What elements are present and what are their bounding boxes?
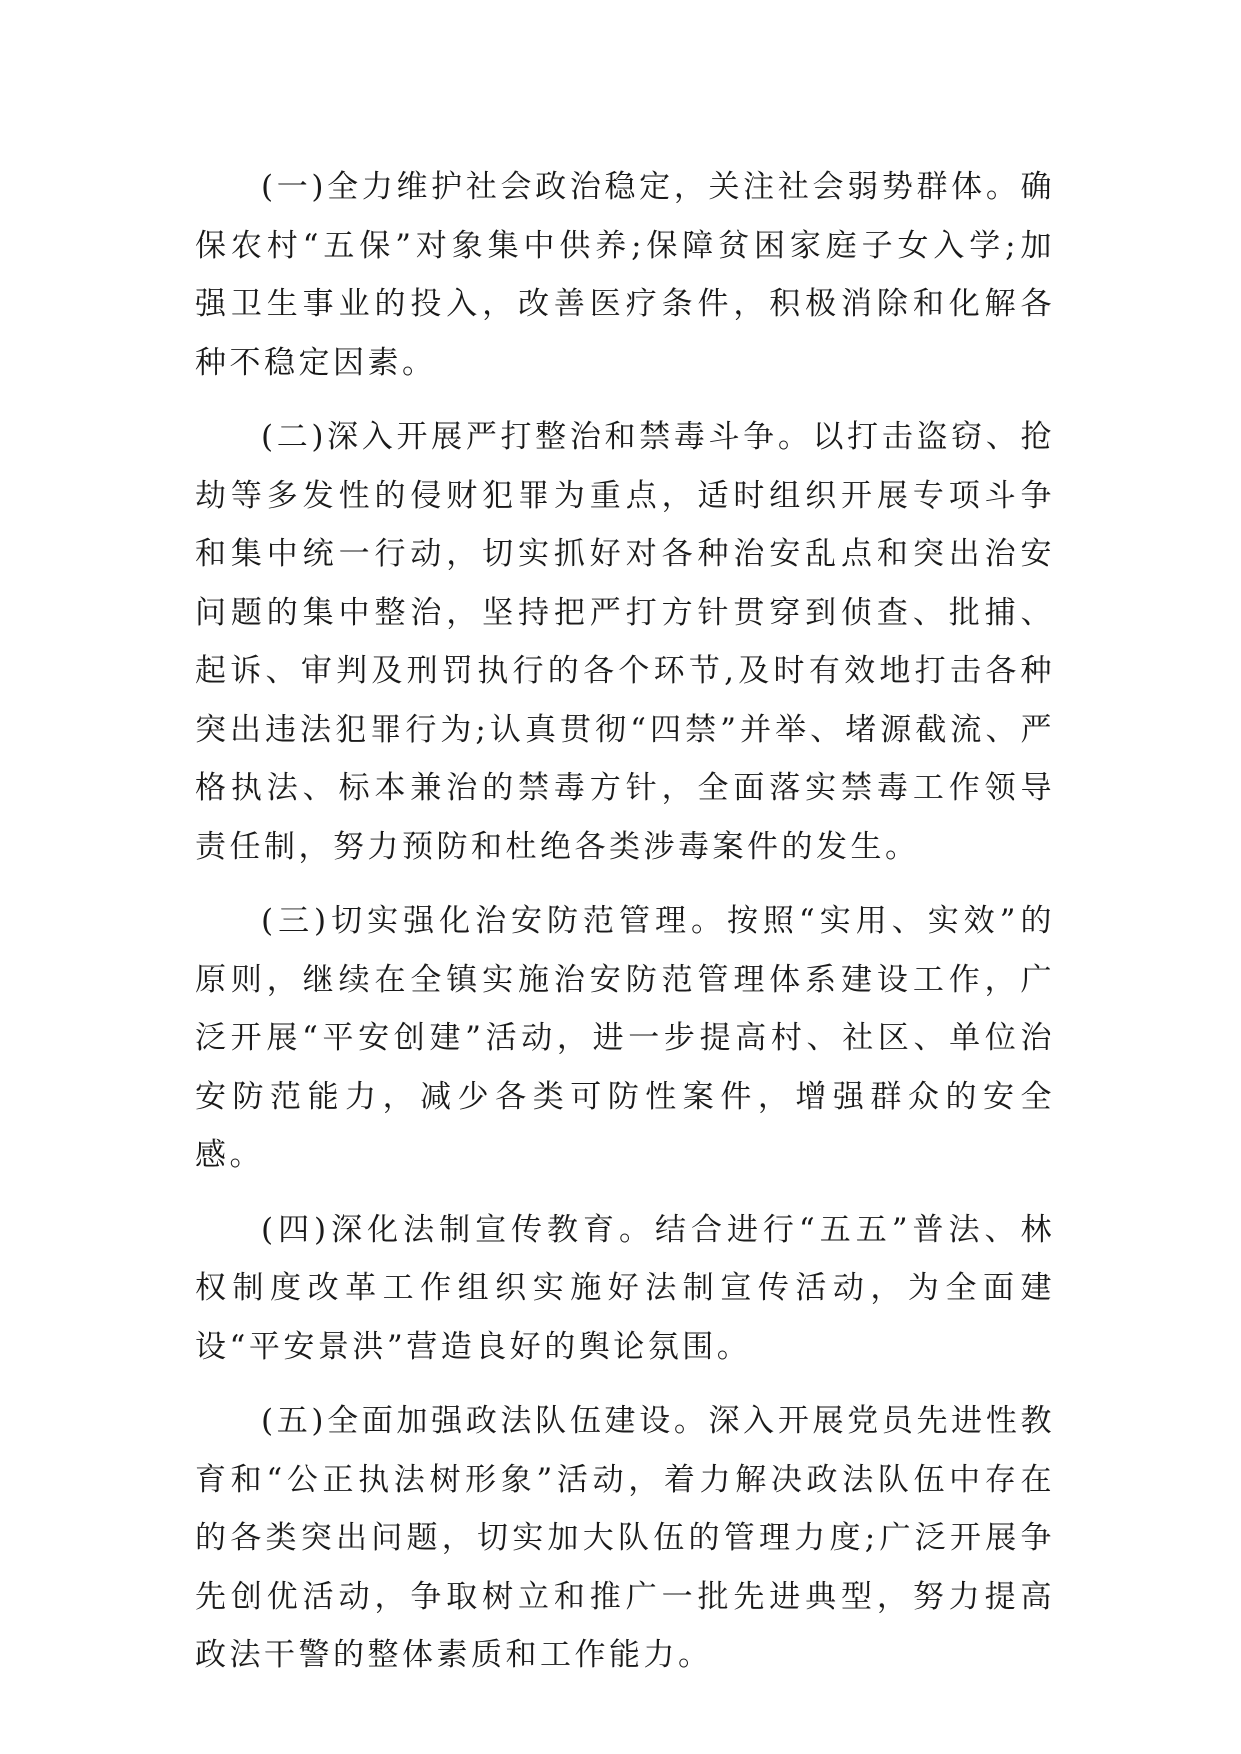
paragraph-2: (二)深入开展严打整治和禁毒斗争。以打击盗窃、抢劫等多发性的侵财犯罪为重点，适时组织开展专项斗争和集中统一行动，切实抓好对各种治安乱点和突出治安问题的集中整治，坚持把严打方针贯穿到侦查、批捕、起诉、审判及刑罚执行的各个环节,及时有效地打击各种突出违法犯罪行为;认真贯彻“四禁”并举、堵源截流、严格执法、标本兼治的禁毒方针，全面落实禁毒工作领导责任制，努力预防和杜绝各类涉毒案件的发生。 [195, 419, 1055, 865]
paragraph-3: (三)切实强化治安防范管理。按照“实用、实效”的原则，继续在全镇实施治安防范管理体系建设工作，广泛开展“平安创建”活动，进一步提高村、社区、单位治安防范能力，减少各类可防性案件，增强群众的安全感。 [195, 903, 1055, 1173]
document-body [195, 158, 1055, 1701]
paragraph-1: (一)全力维护社会政治稳定，关注社会弱势群体。确保农村“五保”对象集中供养;保障贫困家庭子女入学;加强卫生事业的投入，改善医疗条件，积极消除和化解各种不稳定因素。 [195, 169, 1055, 381]
paragraph-5: (五)全面加强政法队伍建设。深入开展党员先进性教育和“公正执法树形象”活动，着力解决政法队伍中存在的各类突出问题，切实加大队伍的管理力度;广泛开展争先创优活动，争取树立和推广一批先进典型，努力提高政法干警的整体素质和工作能力。 [195, 1403, 1055, 1673]
paragraph-4: (四)深化法制宣传教育。结合进行“五五”普法、林权制度改革工作组织实施好法制宣传活动，为全面建设“平安景洪”营造良好的舆论氛围。 [195, 1211, 1055, 1365]
